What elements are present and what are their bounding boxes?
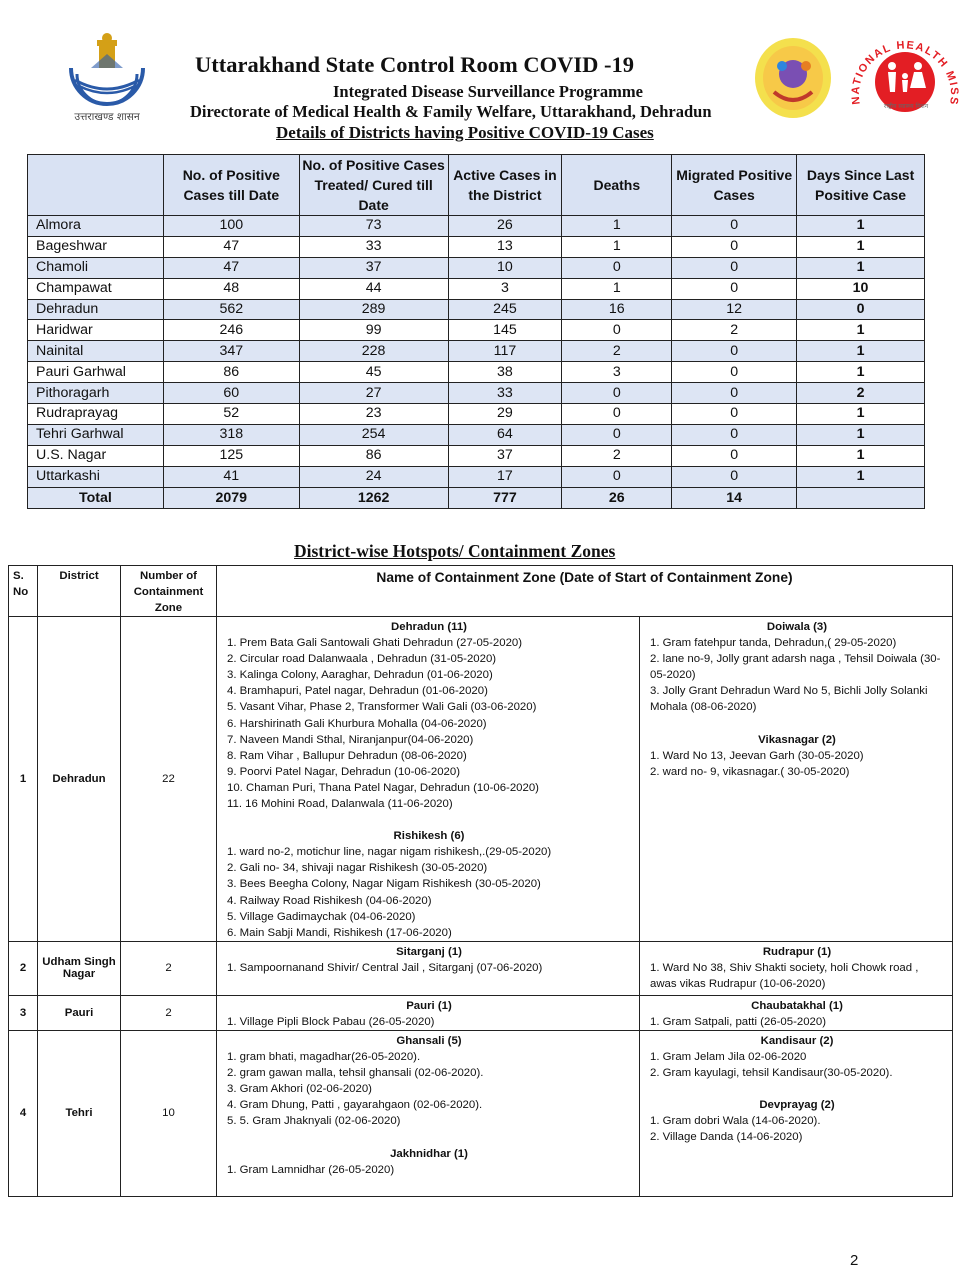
zone-cell [217,1030,640,1196]
data-cell: 1 [797,424,925,445]
containment-zone-item: 1. Ward No 38, Shiv Shakti society, holi Chowk road , awas vikas Rudrapur (10-06-2020) [650,961,919,990]
sno-cell: 1 [9,617,38,942]
data-cell: 0 [672,341,797,362]
data-cell: 1 [797,404,925,425]
containment-zone-item: 1. ward no-2, motichur line, nagar nigam rishikesh,.(29-05-2020) [227,846,552,859]
containment-zone-item: 8. Ram Vihar , Ballupur Dehradun (08-06-2020) [227,749,467,762]
district-cell: Tehri [38,1030,121,1196]
zone-group-title: Chaubatakhal (1) [751,999,843,1012]
data-cell: 1 [797,341,925,362]
zone-cell [640,995,953,1030]
total-cell: 777 [448,487,562,508]
data-cell: 145 [448,320,562,341]
data-cell: 47 [163,257,299,278]
data-cell: 26 [448,216,562,237]
summary-total-row [28,487,925,508]
data-cell: 0 [672,466,797,487]
containment-zone-item: 4. Bramhapuri, Patel nagar, Dehradun (01-06-2020) [227,685,488,698]
zone-group-title: Pauri (1) [406,999,452,1012]
data-cell: 1 [562,216,672,237]
count-header: Number of Containment Zone [121,566,217,617]
sno-header: S. No [9,566,38,617]
containment-zone-item: 3. Jolly Grant Dehradun Ward No 5, Bichli Jolly Solanki Mohala (08-06-2020) [650,685,928,714]
zone-group-title: Rishikesh (6) [393,830,465,843]
containment-zone-item: 11. 16 Mohini Road, Dalanwala (11-06-2020) [227,798,453,811]
data-cell: 0 [672,278,797,299]
data-cell: 245 [448,299,562,320]
programme-subtitle: Integrated Disease Surveillance Programme [333,82,643,101]
zone-group-title: Kandisaur (2) [760,1034,834,1047]
containment-zone-item: 2. ward no- 9, vikasnagar.( 30-05-2020) [650,765,850,778]
containment-zone-item: 2. gram gawan malla, tehsil ghansali (02-06-2020). [227,1067,484,1080]
containment-zone-item: 7. Naveen Mandi Sthal, Niranjanpur(04-06-2020) [227,733,474,746]
data-cell: 117 [448,341,562,362]
data-cell: 1 [797,216,925,237]
containment-zone-item: 10. Chaman Puri, Thana Patel Nagar, Dehradun (10-06-2020) [227,781,539,794]
data-cell: 2 [672,320,797,341]
zone-group-title: Ghansali (5) [396,1034,462,1047]
data-cell: 1 [797,257,925,278]
data-cell: 254 [299,424,448,445]
directorate-subtitle: Directorate of Medical Health & Family Welfare, Uttarakhand, Dehradun [190,102,712,121]
data-cell: 60 [163,383,299,404]
zone-header: Name of Containment Zone (Date of Start of Containment Zone) [217,566,953,617]
data-cell: 0 [672,424,797,445]
district-row [28,216,925,237]
district-row [28,299,925,320]
district-cell: Dehradun [38,617,121,942]
containment-zone-item: 3. Bees Beegha Colony, Nagar Nigam Rishikesh (30-05-2020) [227,878,541,891]
page-title: Uttarakhand State Control Room COVID -19 [195,52,634,77]
column-header: Deaths [562,155,672,216]
group-spacer [650,1081,944,1097]
district-row [28,404,925,425]
data-cell: 29 [448,404,562,425]
nhm-arc-text: NATIONAL HEALTH MISS [849,39,960,107]
data-cell: 0 [562,320,672,341]
zone-cell [640,1030,953,1196]
data-cell: 48 [163,278,299,299]
containment-zone-item: 1. Gram dobri Wala (14-06-2020). [650,1115,821,1128]
group-spacer [227,1130,631,1146]
zone-cell [217,617,640,942]
zone-group-title: Sitarganj (1) [396,945,462,958]
zone-group-title: Jakhnidhar (1) [390,1147,468,1160]
total-cell: Total [28,487,164,508]
district-name-cell: Tehri Garhwal [28,424,164,445]
hotspot-row [9,617,953,942]
column-header: No. of Positive Cases Treated/ Cured till Date [299,155,448,216]
hotspots-table [8,565,953,1197]
district-row [28,424,925,445]
data-cell: 33 [299,236,448,257]
data-cell: 12 [672,299,797,320]
data-cell: 0 [672,257,797,278]
data-cell: 0 [562,466,672,487]
data-cell: 44 [299,278,448,299]
containment-zone-item: 2. Gram kayulagi, tehsil Kandisaur(30-05-2020). [650,1067,893,1080]
data-cell: 0 [672,216,797,237]
district-name-cell: Rudraprayag [28,404,164,425]
data-cell: 0 [562,424,672,445]
hotspots-title: District-wise Hotspots/ Containment Zones [294,541,616,561]
containment-zone-item: 6. Harshirinath Gali Khurbura Mohalla (04-06-2020) [227,717,487,730]
zone-count-cell: 2 [121,941,217,995]
data-cell: 1 [562,236,672,257]
total-cell: 1262 [299,487,448,508]
sno-cell: 4 [9,1030,38,1196]
district-name-cell: Almora [28,216,164,237]
zone-cell [640,617,953,942]
district-row [28,362,925,383]
containment-zone-item: 9. Poorvi Patel Nagar, Dehradun (10-06-2020) [227,765,461,778]
group-spacer [650,716,944,732]
emblem-icon [61,28,153,108]
data-cell: 45 [299,362,448,383]
uttarakhand-emblem-logo [58,28,156,128]
data-cell: 0 [562,257,672,278]
column-header: No. of Positive Cases till Date [163,155,299,216]
data-cell: 41 [163,466,299,487]
district-cell: Udham Singh Nagar [38,941,121,995]
nhm-caption: राष्ट्रीय स्वास्थ्य मिशन [883,103,929,110]
data-cell: 0 [672,362,797,383]
data-cell: 1 [562,278,672,299]
data-cell: 1 [797,466,925,487]
containment-zone-item: 3. Kalinga Colony, Aaraghar, Dehradun (01-06-2020) [227,669,493,682]
data-cell: 52 [163,404,299,425]
data-cell: 16 [562,299,672,320]
data-cell: 99 [299,320,448,341]
data-cell: 2 [562,341,672,362]
data-cell: 1 [797,445,925,466]
containment-zone-item: 1. Ward No 13, Jeevan Garh (30-05-2020) [650,749,864,762]
zone-cell [217,941,640,995]
containment-zone-item: 4. Railway Road Rishikesh (04-06-2020) [227,894,432,907]
nrhm-emblem-icon [752,36,834,120]
data-cell: 125 [163,445,299,466]
district-name-cell: U.S. Nagar [28,445,164,466]
district-name-cell: Haridwar [28,320,164,341]
district-name-cell: Uttarkashi [28,466,164,487]
district-row [28,466,925,487]
containment-zone-item: 1. Prem Bata Gali Santowali Ghati Dehradun (27-05-2020) [227,637,523,650]
data-cell: 289 [299,299,448,320]
hotspots-header-row [9,566,953,617]
data-cell: 37 [448,445,562,466]
district-row [28,445,925,466]
containment-zone-item: 5. Vasant Vihar, Phase 2, Transformer Wali Gali (03-06-2020) [227,701,537,714]
data-cell: 0 [562,383,672,404]
summary-body [28,216,925,488]
containment-zone-item: 1. Gram Lamnidhar (26-05-2020) [227,1163,395,1176]
zone-count-cell: 10 [121,1030,217,1196]
zone-group-title: Dehradun (11) [391,621,467,633]
data-cell: 1 [797,362,925,383]
data-cell: 3 [448,278,562,299]
data-cell: 38 [448,362,562,383]
data-cell: 1 [797,320,925,341]
containment-zone-item: 4. Gram Dhung, Patti , gayarahgaon (02-06-2020). [227,1099,483,1112]
containment-zone-item: 1. Gram Satpali, patti (26-05-2020) [650,1015,827,1028]
district-row [28,383,925,404]
zone-cell [640,941,953,995]
containment-zone-item: 1. Village Pipli Block Pabau (26-05-2020) [227,1015,435,1028]
zone-group-title: Doiwala (3) [766,621,828,633]
containment-zone-item: 6. Main Sabji Mandi, Rishikesh (17-06-2020) [227,926,452,939]
district-row [28,257,925,278]
zone-group-title: Rudrapur (1) [762,945,832,958]
hotspot-row [9,995,953,1030]
district-name-cell: Pauri Garhwal [28,362,164,383]
containment-zone-item: 5. 5. Gram Jhaknyali (02-06-2020) [227,1115,401,1128]
column-header [28,155,164,216]
containment-zone-item: 2. Circular road Dalanwaala , Dehradun (31-05-2020) [227,653,497,666]
data-cell: 64 [448,424,562,445]
data-cell: 24 [299,466,448,487]
data-cell: 33 [448,383,562,404]
data-cell: 0 [672,236,797,257]
data-cell: 27 [299,383,448,404]
data-cell: 86 [163,362,299,383]
emblem-caption: उत्तराखण्ड शासन [74,111,140,123]
data-cell: 0 [672,445,797,466]
column-header: Migrated Positive Cases [672,155,797,216]
containment-zone-item: 1. Gram Jelam Jila 02-06-2020 [650,1051,807,1064]
total-cell: 26 [562,487,672,508]
data-cell: 246 [163,320,299,341]
zone-cell [217,995,640,1030]
district-row [28,320,925,341]
data-cell: 17 [448,466,562,487]
district-header: District [38,566,121,617]
district-name-cell: Nainital [28,341,164,362]
column-header: Active Cases in the District [448,155,562,216]
summary-header-row [28,155,925,216]
sno-cell: 3 [9,995,38,1030]
data-cell: 86 [299,445,448,466]
district-name-cell: Bageshwar [28,236,164,257]
hotspot-row [9,1030,953,1196]
zone-count-cell: 2 [121,995,217,1030]
data-cell: 347 [163,341,299,362]
data-cell: 228 [299,341,448,362]
containment-zone-item: 3. Gram Akhori (02-06-2020) [227,1083,372,1096]
district-row [28,278,925,299]
total-cell: 2079 [163,487,299,508]
data-cell: 10 [448,257,562,278]
total-cell: 14 [672,487,797,508]
data-cell: 0 [672,383,797,404]
containment-zone-item: 2. lane no-9, Jolly grant adarsh naga , Tehsil Doiwala (30-05-2020) [650,653,941,682]
district-cell: Pauri [38,995,121,1030]
containment-zone-item: 1. Sampoornanand Shivir/ Central Jail , Sitarganj (07-06-2020) [227,961,543,974]
data-cell: 23 [299,404,448,425]
containment-zone-item: 2. Gali no- 34, shivaji nagar Rishikesh (30-05-2020) [227,862,488,875]
data-cell: 47 [163,236,299,257]
sno-cell: 2 [9,941,38,995]
data-cell: 562 [163,299,299,320]
data-cell: 10 [797,278,925,299]
zone-count-cell: 22 [121,617,217,942]
data-cell: 318 [163,424,299,445]
nhm-logo [848,26,960,130]
data-cell: 1 [797,236,925,257]
data-cell: 2 [562,445,672,466]
district-row [28,341,925,362]
containment-zone-item: 1. gram bhati, magadhar(26-05-2020). [227,1051,421,1064]
data-cell: 0 [672,404,797,425]
district-name-cell: Champawat [28,278,164,299]
zone-group-title: Devprayag (2) [759,1099,835,1112]
district-summary-table [27,154,925,509]
total-cell [797,487,925,508]
group-spacer [227,812,631,828]
data-cell: 73 [299,216,448,237]
data-cell: 0 [797,299,925,320]
data-cell: 2 [797,383,925,404]
containment-zone-item: 1. Gram fatehpur tanda, Dehradun,( 29-05-2020) [650,637,897,650]
zone-group-title: Vikasnagar (2) [758,733,836,746]
column-header: Days Since Last Positive Case [797,155,925,216]
data-cell: 13 [448,236,562,257]
district-name-cell: Chamoli [28,257,164,278]
data-cell: 37 [299,257,448,278]
district-row [28,236,925,257]
section-title: Details of Districts having Positive COVID-19 Cases [276,123,654,142]
nrhm-logo [752,36,834,120]
data-cell: 3 [562,362,672,383]
district-name-cell: Pithoragarh [28,383,164,404]
hotspot-row [9,941,953,995]
nhm-family-icon [848,26,960,130]
data-cell: 100 [163,216,299,237]
containment-zone-item: 2. Village Danda (14-06-2020) [650,1131,803,1144]
hotspots-body [9,617,953,1197]
page-number: 2 [850,1252,859,1269]
data-cell: 0 [562,404,672,425]
containment-zone-item: 5. Village Gadimaychak (04-06-2020) [227,910,416,923]
district-name-cell: Dehradun [28,299,164,320]
